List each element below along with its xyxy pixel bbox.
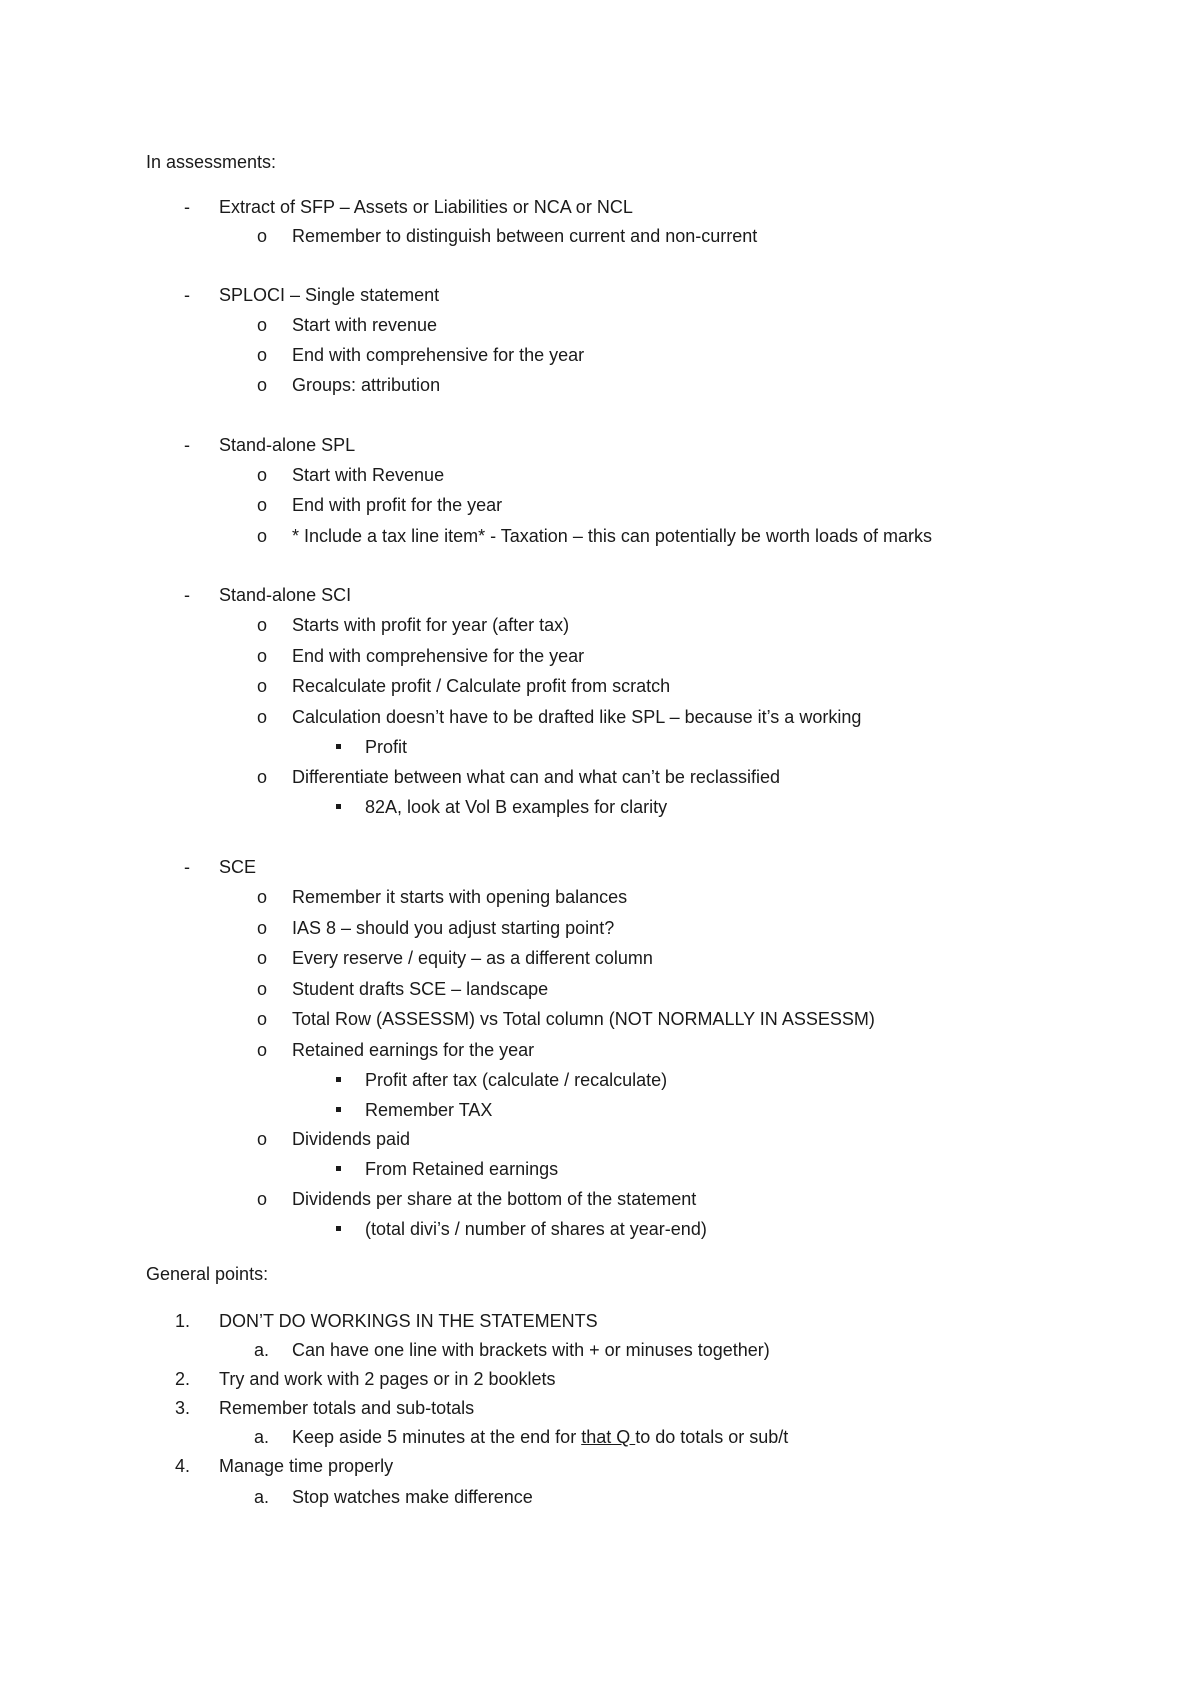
square-bullet: [336, 1226, 341, 1231]
list-subitem: 82A, look at Vol B examples for clarity: [365, 797, 668, 817]
list-item: Total Row (ASSESSM) vs Total column (NOT NORMALLY IN ASSESSM): [292, 1009, 875, 1029]
list-subitem: Profit: [365, 737, 408, 757]
general-point: Remember totals and sub-totals: [219, 1398, 475, 1418]
section-title-spl: Stand-alone SPL: [219, 435, 356, 455]
circle-bullet: o: [257, 918, 268, 938]
circle-bullet: o: [257, 676, 268, 696]
general-point: Manage time properly: [219, 1456, 394, 1476]
list-item: Groups: attribution: [292, 375, 441, 395]
list-item: Remember it starts with opening balances: [292, 887, 628, 907]
heading-in-assessments: In assessments:: [146, 152, 277, 172]
circle-bullet: o: [257, 465, 268, 485]
dash-bullet: -: [184, 857, 190, 877]
circle-bullet: o: [257, 1009, 268, 1029]
square-bullet: [336, 744, 341, 749]
circle-bullet: o: [257, 615, 268, 635]
circle-bullet: o: [257, 948, 268, 968]
circle-bullet: o: [257, 375, 268, 395]
list-item: Every reserve / equity – as a different column: [292, 948, 653, 968]
list-item: Recalculate profit / Calculate profit from scratch: [292, 676, 671, 696]
list-item: End with comprehensive for the year: [292, 345, 585, 365]
subpoint-text-before: Keep aside 5 minutes at the end for: [292, 1427, 582, 1447]
general-subpoint: Stop watches make difference: [292, 1487, 533, 1507]
list-item: Differentiate between what can and what can’t be reclassified: [292, 767, 780, 787]
circle-bullet: o: [257, 226, 268, 246]
circle-bullet: o: [257, 526, 268, 546]
dash-bullet: -: [184, 585, 190, 605]
list-item: Dividends paid: [292, 1129, 411, 1149]
dash-bullet: -: [184, 435, 190, 455]
general-point: Try and work with 2 pages or in 2 booklets: [219, 1369, 556, 1389]
list-item: Student drafts SCE – landscape: [292, 979, 549, 999]
circle-bullet: o: [257, 887, 268, 907]
list-item: Dividends per share at the bottom of the statement: [292, 1189, 697, 1209]
list-item: Starts with profit for year (after tax): [292, 615, 570, 635]
letter-marker: a.: [254, 1427, 270, 1447]
circle-bullet: o: [257, 1129, 268, 1149]
number-marker: 4.: [175, 1456, 191, 1476]
letter-marker: a.: [254, 1340, 270, 1360]
number-marker: 2.: [175, 1369, 191, 1389]
square-bullet: [336, 1166, 341, 1171]
circle-bullet: o: [257, 707, 268, 727]
circle-bullet: o: [257, 495, 268, 515]
list-subitem: Profit after tax (calculate / recalculate): [365, 1070, 668, 1090]
list-item: * Include a tax line item* - Taxation – this can potentially be worth loads of marks: [292, 526, 933, 546]
circle-bullet: o: [257, 767, 268, 787]
list-item: End with comprehensive for the year: [292, 646, 585, 666]
circle-bullet: o: [257, 979, 268, 999]
general-subpoint: Can have one line with brackets with + or minuses together): [292, 1340, 770, 1360]
subpoint-text-underlined: that Q: [581, 1427, 636, 1447]
list-item: IAS 8 – should you adjust starting point?: [292, 918, 615, 938]
circle-bullet: o: [257, 315, 268, 335]
heading-general-points: General points:: [146, 1264, 269, 1284]
general-subpoint: [292, 1426, 788, 1448]
square-bullet: [336, 1077, 341, 1082]
square-bullet: [336, 1107, 341, 1112]
circle-bullet: o: [257, 1189, 268, 1209]
square-bullet: [336, 804, 341, 809]
dash-bullet: -: [184, 197, 190, 217]
list-subitem: (total divi’s / number of shares at year-end): [365, 1219, 707, 1239]
circle-bullet: o: [257, 646, 268, 666]
dash-bullet: -: [184, 285, 190, 305]
section-title-sfp: Extract of SFP – Assets or Liabilities or NCA or NCL: [219, 197, 633, 217]
number-marker: 1.: [175, 1311, 191, 1331]
list-subitem: Remember TAX: [365, 1100, 493, 1120]
subpoint-text-after: to do totals or sub/t: [635, 1427, 789, 1447]
general-point: DON’T DO WORKINGS IN THE STATEMENTS: [219, 1311, 598, 1331]
section-title-sce: SCE: [219, 857, 257, 877]
letter-marker: a.: [254, 1487, 270, 1507]
section-title-sci: Stand-alone SCI: [219, 585, 352, 605]
list-item: Start with revenue: [292, 315, 438, 335]
list-item: Retained earnings for the year: [292, 1040, 535, 1060]
circle-bullet: o: [257, 345, 268, 365]
section-title-sploci: SPLOCI – Single statement: [219, 285, 440, 305]
circle-bullet: o: [257, 1040, 268, 1060]
list-item: Remember to distinguish between current and non-current: [292, 226, 758, 246]
list-subitem: From Retained earnings: [365, 1159, 559, 1179]
number-marker: 3.: [175, 1398, 191, 1418]
list-item: Calculation doesn’t have to be drafted like SPL – because it’s a working: [292, 707, 862, 727]
list-item: Start with Revenue: [292, 465, 445, 485]
list-item: End with profit for the year: [292, 495, 503, 515]
